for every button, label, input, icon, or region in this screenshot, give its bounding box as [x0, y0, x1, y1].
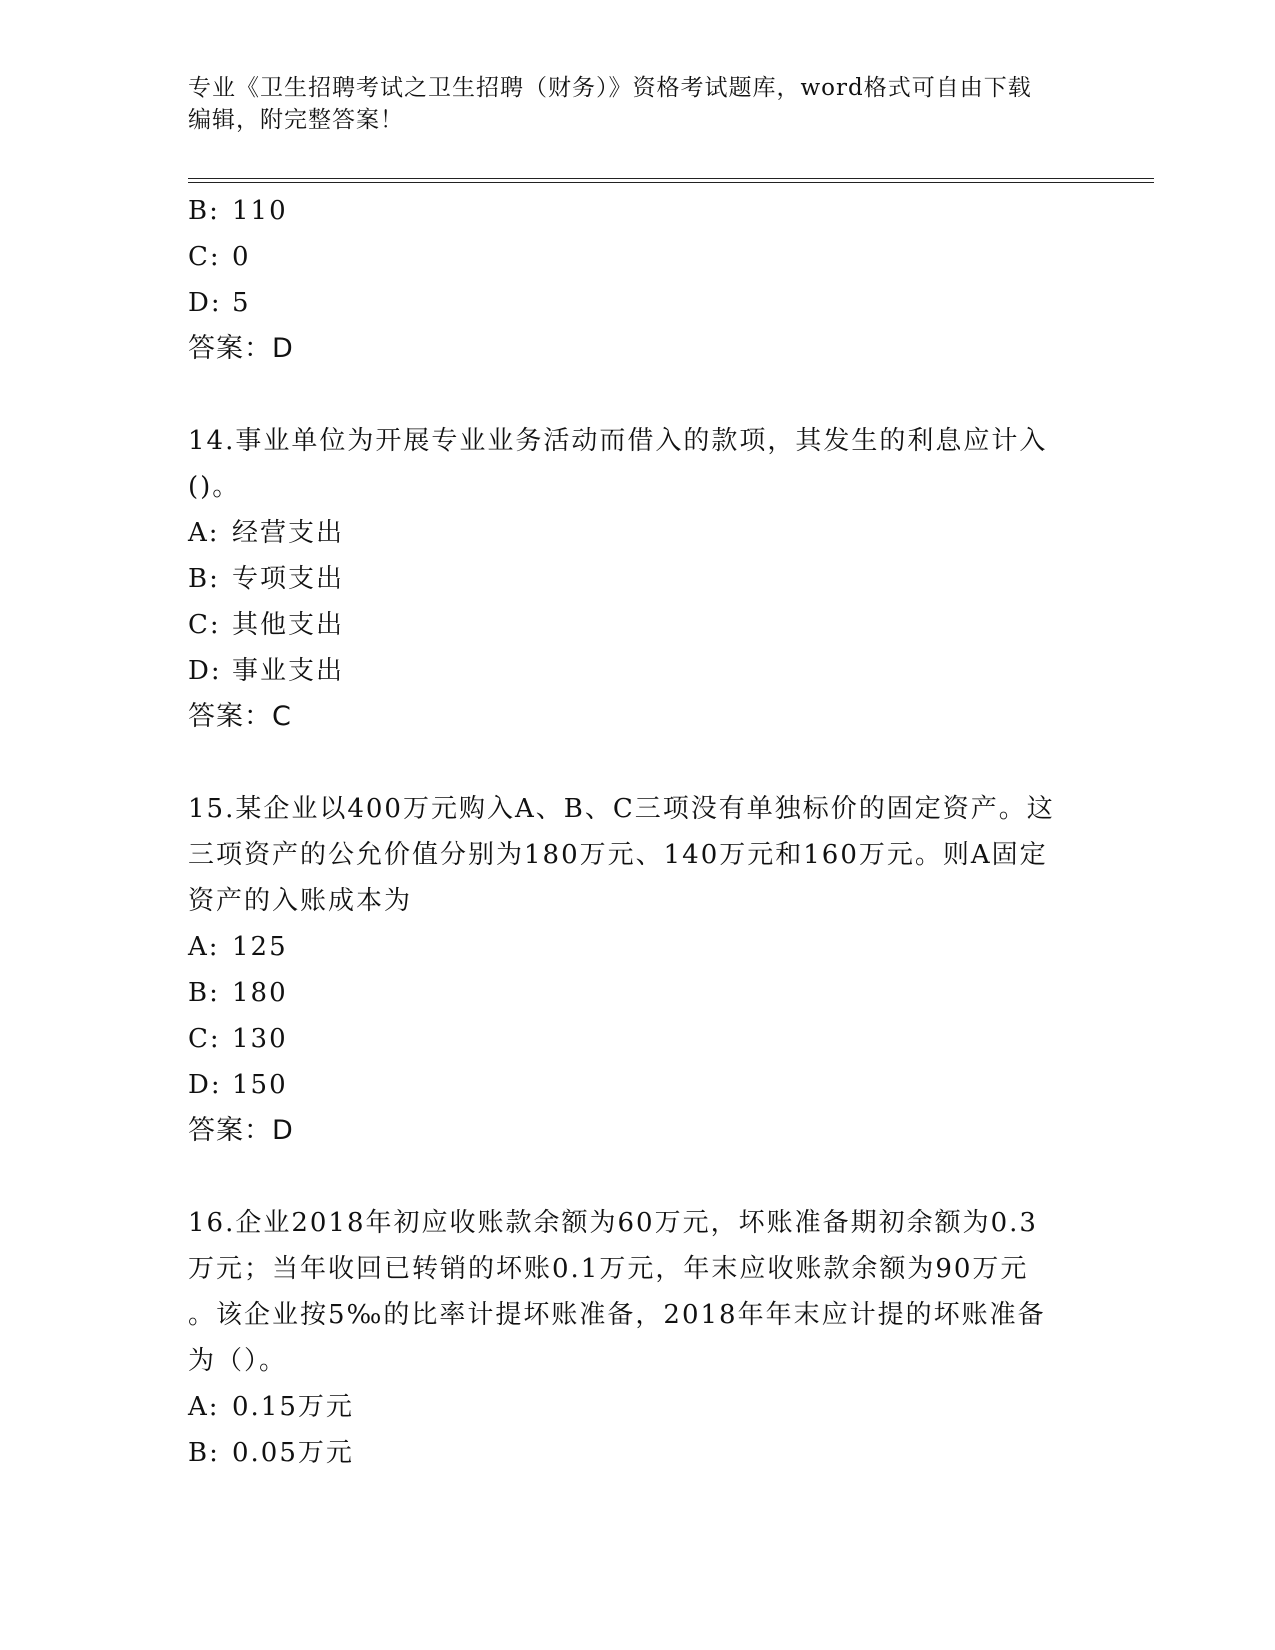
answer-line: 答案：C: [188, 701, 292, 732]
header-line-2: 编辑，附完整答案！: [188, 107, 404, 133]
question-15: [188, 786, 1088, 1154]
answer-line: 答案：D: [188, 333, 294, 364]
option-a: A: 0.15万元: [188, 1392, 354, 1422]
header-line-1: 专业《卫生招聘考试之卫生招聘（财务）》资格考试题库，word格式可自由下载: [188, 75, 1032, 101]
question-stem-line: 14.事业单位为开展专业业务活动而借入的款项，其发生的利息应计入: [188, 426, 1048, 456]
option-d: D: 150: [188, 1070, 288, 1100]
question-list: [188, 188, 1088, 1476]
option-d: D: 事业支出: [188, 656, 345, 686]
header-divider-bottom: [188, 182, 1154, 183]
question-stem-line: 三项资产的公允价值分别为180万元、140万元和160万元。则A固定: [188, 840, 1048, 870]
option-b: B: 180: [188, 978, 288, 1008]
header-divider-top: [188, 178, 1154, 179]
option-d: D: 5: [188, 288, 251, 318]
question-stem-line: 。该企业按5‰的比率计提坏账准备，2018年年末应计提的坏账准备: [188, 1300, 1046, 1330]
option-c: C: 其他支出: [188, 610, 345, 640]
question-stem-line: 万元；当年收回已转销的坏账0.1万元，年末应收账款余额为90万元: [188, 1254, 1029, 1284]
option-c: C: 0: [188, 242, 251, 272]
question-stem-line: ()。: [188, 472, 241, 502]
option-b: B: 110: [188, 196, 288, 226]
question-spacer: [188, 372, 1088, 418]
document-header: [188, 72, 1088, 136]
question-stem-line: 16.企业2018年初应收账款余额为60万元，坏账准备期初余额为0.3: [188, 1208, 1038, 1238]
question-16: [188, 1200, 1088, 1476]
question-stem-line: 15.某企业以400万元购入A、B、C三项没有单独标价的固定资产。这: [188, 794, 1055, 824]
option-c: C: 130: [188, 1024, 288, 1054]
question-14: [188, 418, 1088, 740]
question-stem-line: 资产的入账成本为: [188, 886, 413, 916]
question-spacer: [188, 1154, 1088, 1200]
option-a: A: 125: [188, 932, 288, 962]
question-13-tail: [188, 188, 1088, 372]
question-stem-line: 为（）。: [188, 1346, 288, 1376]
question-spacer: [188, 740, 1088, 786]
option-b: B: 0.05万元: [188, 1438, 354, 1468]
option-a: A: 经营支出: [188, 518, 345, 548]
option-b: B: 专项支出: [188, 564, 345, 594]
answer-line: 答案：D: [188, 1115, 294, 1146]
